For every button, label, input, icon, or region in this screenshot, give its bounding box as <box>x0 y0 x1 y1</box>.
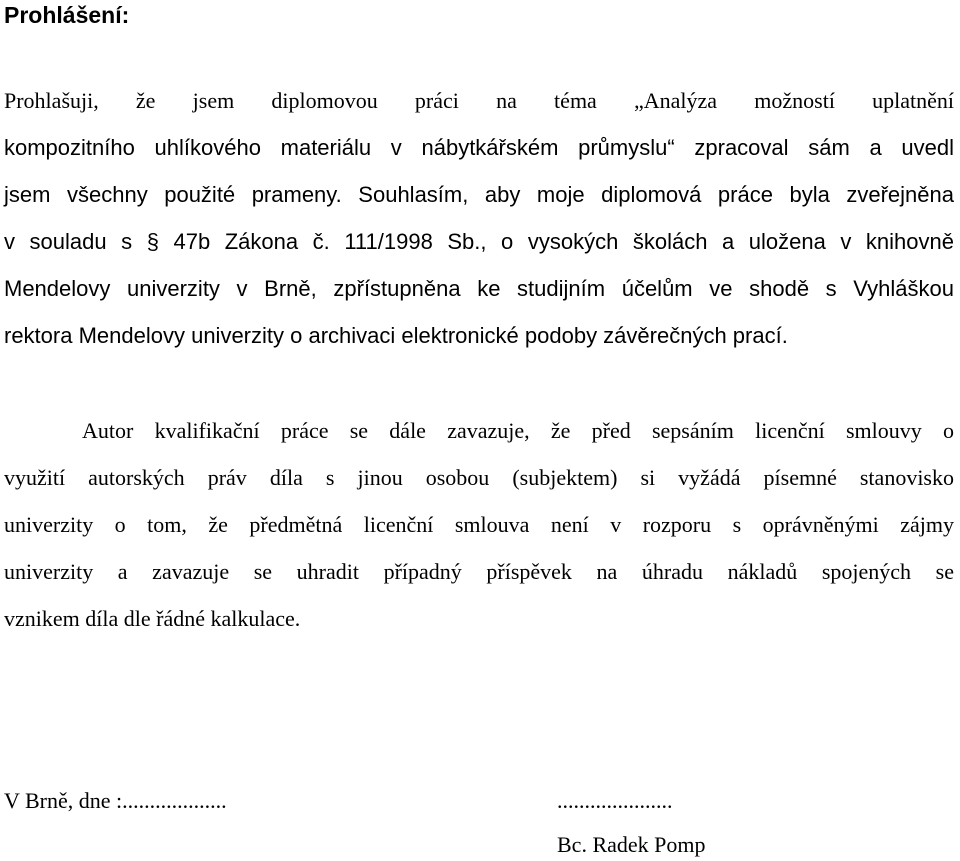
text-line: rektora Mendelovy univerzity o archivaci elektronické podoby závěrečných prací. <box>4 323 788 348</box>
signature-line: ..................... <box>557 788 673 813</box>
text-line: univerzity o tom, že předmětná licenční smlouva není v rozporu s oprávněnými zájmy <box>4 512 954 537</box>
page-title: Prohlášení: <box>4 2 130 28</box>
text-line: využití autorských práv díla s jinou osobou (subjektem) si vyžádá písemné stanovisko <box>4 465 954 490</box>
text-line: Autor kvalifikační práce se dále zavazuje, že před sepsáním licenční smlouvy o <box>82 418 954 443</box>
text-line: kompozitního uhlíkového materiálu v nábytkářském průmyslu“ zpracoval sám a uvedl <box>4 135 954 160</box>
text-line: vznikem díla dle řádné kalkulace. <box>4 606 301 631</box>
text-line: univerzity a zavazuje se uhradit případný příspěvek na úhradu nákladů spojených se <box>4 559 954 584</box>
text-line: jsem všechny použité prameny. Souhlasím, aby moje diplomová práce byla zveřejněna <box>4 182 954 207</box>
text-line: Mendelovy univerzity v Brně, zpřístupněna ke studijním účelům ve shodě s Vyhláškou <box>4 276 954 301</box>
declaration-paragraph <box>4 88 954 370</box>
obligation-paragraph <box>4 418 954 653</box>
text-line: v souladu s § 47b Zákona č. 111/1998 Sb., o vysokých školách a uložena v knihovně <box>4 229 954 254</box>
author-name: Bc. Radek Pomp <box>557 832 706 857</box>
place-date-line: V Brně, dne :................... <box>4 788 227 813</box>
text-line: Prohlašuji, že jsem diplomovou práci na téma „Analýza možností uplatnění <box>4 88 954 113</box>
